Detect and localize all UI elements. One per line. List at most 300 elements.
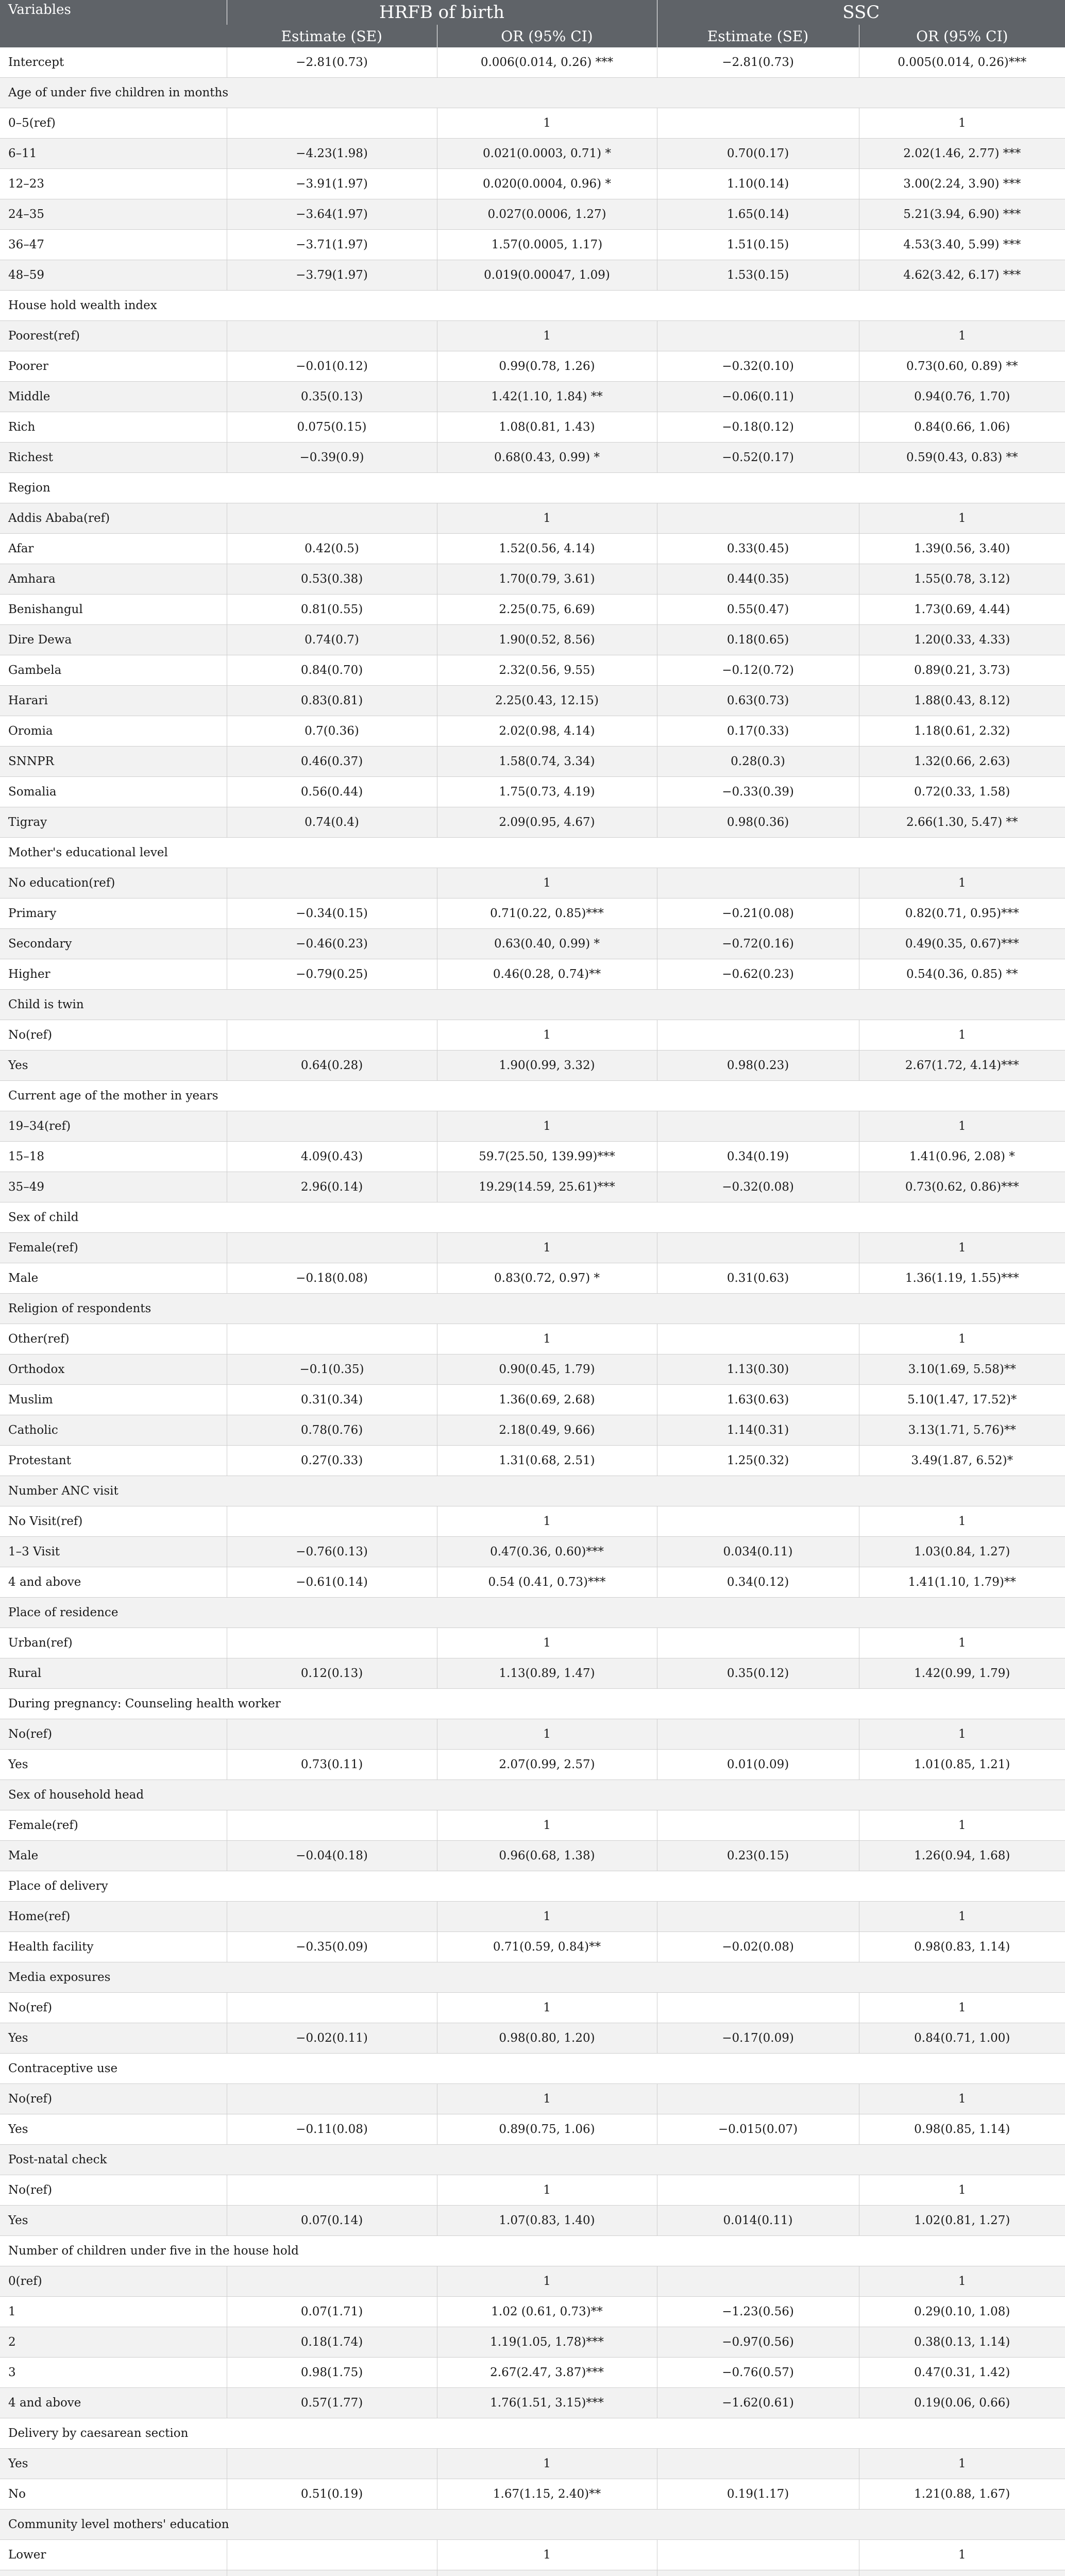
ssc-or-cell: 1 (859, 1810, 1065, 1841)
table-row (0, 2327, 1065, 2358)
hrfb-or-cell: 1 (437, 1324, 657, 1354)
ssc-estimate-cell (657, 1233, 859, 1263)
ssc-or-cell: 1.36(1.19, 1.55)*** (859, 1263, 1065, 1294)
hrfb-estimate-cell: 0.27(0.33) (227, 1446, 437, 1476)
section-label: Current age of the mother in years (0, 1081, 1065, 1111)
table-row (0, 1810, 1065, 1841)
hrfb-estimate-cell: −0.34(0.15) (227, 899, 437, 929)
table-row (0, 108, 1065, 139)
ssc-estimate-cell: 0.23(0.15) (657, 1841, 859, 1871)
hrfb-or-cell: 19.29(14.59, 25.61)*** (437, 1172, 657, 1202)
hrfb-or-cell: 1.57(0.0005, 1.17) (437, 230, 657, 260)
hrfb-estimate-cell (227, 1324, 437, 1354)
table-row (0, 412, 1065, 443)
hrfb-estimate-cell (227, 2540, 437, 2570)
table-row (0, 1506, 1065, 1537)
hrfb-or-cell: 1 (437, 2540, 657, 2570)
hrfb-or-cell: 1.90(0.99, 3.32) (437, 1050, 657, 1081)
table-row (0, 1841, 1065, 1871)
table-row (0, 2479, 1065, 2510)
table-row (0, 686, 1065, 716)
ssc-estimate-cell: 0.98(0.36) (657, 807, 859, 838)
variable-label: No (0, 2479, 227, 2510)
section-header-row (0, 1202, 1065, 1233)
ssc-or-cell: 2.67(1.72, 4.14)*** (859, 1050, 1065, 1081)
ssc-or-cell: 1 (859, 321, 1065, 351)
ssc-or-cell: 1.73(0.69, 4.44) (859, 595, 1065, 625)
section-header-row (0, 2418, 1065, 2449)
table-row (0, 2114, 1065, 2145)
variable-label: Primary (0, 899, 227, 929)
ssc-or-cell: 1 (859, 108, 1065, 139)
hrfb-or-cell: 0.021(0.0003, 0.71) * (437, 139, 657, 169)
section-label: During pregnancy: Counseling health worker (0, 1689, 1065, 1719)
hrfb-estimate-cell: 0.81(0.55) (227, 595, 437, 625)
variable-label: Higher (0, 959, 227, 990)
variable-label: No education(ref) (0, 868, 227, 899)
hrfb-estimate-cell (227, 2570, 437, 2576)
ssc-or-cell: 0.73(0.60, 0.89) ** (859, 351, 1065, 382)
section-label: Religion of respondents (0, 1294, 1065, 1324)
ssc-or-cell (859, 2570, 1065, 2576)
variable-label: Poorer (0, 351, 227, 382)
ssc-or-cell: 0.84(0.71, 1.00) (859, 2023, 1065, 2054)
hrfb-or-cell: 0.54 (0.41, 0.73)*** (437, 1567, 657, 1598)
ssc-estimate-cell: 0.44(0.35) (657, 564, 859, 595)
hrfb-or-cell: 1.02 (0.61, 0.73)** (437, 2297, 657, 2327)
variable-label: 2 (0, 2327, 227, 2358)
ssc-estimate-cell: 0.34(0.12) (657, 1567, 859, 1598)
table-row (0, 230, 1065, 260)
table-row (0, 564, 1065, 595)
hrfb-or-cell: 1.42(1.10, 1.84) ** (437, 382, 657, 412)
hrfb-estimate-cell: 0.64(0.28) (227, 1050, 437, 1081)
ssc-estimate-cell: −0.33(0.39) (657, 777, 859, 807)
ssc-estimate-header: Estimate (SE) (657, 25, 859, 47)
ssc-estimate-cell: −1.23(0.56) (657, 2297, 859, 2327)
hrfb-estimate-cell (227, 1506, 437, 1537)
variable-label: Gambela (0, 655, 227, 686)
ssc-estimate-cell: −0.97(0.56) (657, 2327, 859, 2358)
ssc-or-cell: 3.49(1.87, 6.52)* (859, 1446, 1065, 1476)
hrfb-or-cell: 1 (437, 1506, 657, 1537)
ssc-or-cell: 1 (859, 1902, 1065, 1932)
hrfb-estimate-cell: 0.53(0.38) (227, 564, 437, 595)
ssc-estimate-cell: 1.53(0.15) (657, 260, 859, 291)
variable-label: Yes (0, 1750, 227, 1780)
variable-label: Muslim (0, 1385, 227, 1415)
table-row (0, 1446, 1065, 1476)
hrfb-estimate-cell: −0.11(0.08) (227, 2114, 437, 2145)
hrfb-estimate-cell: 0.18(1.74) (227, 2327, 437, 2358)
ssc-or-cell: 1.01(0.85, 1.21) (859, 1750, 1065, 1780)
variable-label: Benishangul (0, 595, 227, 625)
variables-header: Variables (0, 0, 227, 47)
hrfb-estimate-cell: 0.35(0.13) (227, 382, 437, 412)
variable-label: Oromia (0, 716, 227, 747)
table-header (0, 0, 1065, 47)
table-row (0, 1658, 1065, 1689)
ssc-or-cell: 5.21(3.94, 6.90) *** (859, 199, 1065, 230)
hrfb-or-cell: 1.31(0.68, 2.51) (437, 1446, 657, 1476)
hrfb-or-cell: 1 (437, 503, 657, 534)
ssc-estimate-cell: 0.19(1.17) (657, 2479, 859, 2510)
hrfb-or-cell: 1.75(0.73, 4.19) (437, 777, 657, 807)
ssc-estimate-cell (657, 1902, 859, 1932)
ssc-estimate-cell: 0.55(0.47) (657, 595, 859, 625)
table-row (0, 1719, 1065, 1750)
table-row (0, 1263, 1065, 1294)
variable-label: 35–49 (0, 1172, 227, 1202)
ssc-estimate-cell: 0.33(0.45) (657, 534, 859, 564)
ssc-estimate-cell: 1.14(0.31) (657, 1415, 859, 1446)
ssc-estimate-cell: −0.015(0.07) (657, 2114, 859, 2145)
variable-label: Richest (0, 443, 227, 473)
hrfb-estimate-cell: 0.42(0.5) (227, 534, 437, 564)
hrfb-or-cell: 1 (437, 321, 657, 351)
table-row (0, 1233, 1065, 1263)
ssc-estimate-cell (657, 1111, 859, 1142)
ssc-or-cell: 0.49(0.35, 0.67)*** (859, 929, 1065, 959)
ssc-or-cell: 1.18(0.61, 2.32) (859, 716, 1065, 747)
section-header-row (0, 473, 1065, 503)
hrfb-estimate-cell: −0.18(0.08) (227, 1263, 437, 1294)
hrfb-or-cell: 2.09(0.95, 4.67) (437, 807, 657, 838)
ssc-estimate-cell: 0.18(0.65) (657, 625, 859, 655)
hrfb-estimate-cell: −0.1(0.35) (227, 1354, 437, 1385)
table-row (0, 929, 1065, 959)
ssc-estimate-cell: 0.17(0.33) (657, 716, 859, 747)
variable-label: 0(ref) (0, 2266, 227, 2297)
hrfb-or-cell: 2.32(0.56, 9.55) (437, 655, 657, 686)
hrfb-estimate-cell: 0.78(0.76) (227, 1415, 437, 1446)
ssc-estimate-cell (657, 321, 859, 351)
variable-label: 0–5(ref) (0, 108, 227, 139)
variable-label: 1–3 Visit (0, 1537, 227, 1567)
hrfb-estimate-cell: −2.81(0.73) (227, 47, 437, 78)
variable-label: Secondary (0, 929, 227, 959)
section-header-row (0, 2054, 1065, 2084)
hrfb-estimate-cell (227, 1020, 437, 1050)
section-header-row (0, 1294, 1065, 1324)
ssc-estimate-cell: 1.10(0.14) (657, 169, 859, 199)
ssc-estimate-cell: 1.51(0.15) (657, 230, 859, 260)
hrfb-estimate-cell: 0.31(0.34) (227, 1385, 437, 1415)
ssc-estimate-cell (657, 1719, 859, 1750)
ssc-or-cell: 1.42(0.99, 1.79) (859, 1658, 1065, 1689)
hrfb-estimate-cell (227, 2175, 437, 2206)
variable-label: Intercept (0, 47, 227, 78)
section-label: Number of children under five in the house hold (0, 2236, 1065, 2266)
table-row (0, 321, 1065, 351)
hrfb-estimate-cell (227, 1719, 437, 1750)
hrfb-or-cell: 1 (437, 1902, 657, 1932)
ssc-estimate-cell (657, 503, 859, 534)
table-row (0, 1111, 1065, 1142)
table-row (0, 777, 1065, 807)
ssc-estimate-cell (657, 1628, 859, 1658)
hrfb-or-cell: 0.98(0.80, 1.20) (437, 2023, 657, 2054)
section-label: Place of residence (0, 1598, 1065, 1628)
ssc-estimate-cell: 0.35(0.12) (657, 1658, 859, 1689)
section-label: Post-natal check (0, 2145, 1065, 2175)
hrfb-estimate-cell: −0.46(0.23) (227, 929, 437, 959)
ssc-or-cell: 1 (859, 868, 1065, 899)
variable-label: Lower (0, 2540, 227, 2570)
table-row (0, 1932, 1065, 1962)
table-row (0, 1354, 1065, 1385)
table-row (0, 625, 1065, 655)
variable-label: No(ref) (0, 2175, 227, 2206)
table-row (0, 1902, 1065, 1932)
variable-label: Middle (0, 382, 227, 412)
hrfb-estimate-cell (227, 2084, 437, 2114)
table-row (0, 2297, 1065, 2327)
variable-label: 12–23 (0, 169, 227, 199)
section-label: Region (0, 473, 1065, 503)
variable-label: No(ref) (0, 1020, 227, 1050)
hrfb-or-cell: 1 (437, 2175, 657, 2206)
variable-label: Male (0, 1263, 227, 1294)
variable-label: Health facility (0, 1932, 227, 1962)
variable-label: Harari (0, 686, 227, 716)
hrfb-estimate-cell (227, 1628, 437, 1658)
section-label: Contraceptive use (0, 2054, 1065, 2084)
section-header-row (0, 990, 1065, 1020)
variable-label: Tigray (0, 807, 227, 838)
variable-label: Female(ref) (0, 1233, 227, 1263)
ssc-or-cell: 1 (859, 2175, 1065, 2206)
ssc-group-header: SSC (657, 0, 1065, 25)
table-row (0, 443, 1065, 473)
variable-label: 36–47 (0, 230, 227, 260)
hrfb-estimate-cell: −0.39(0.9) (227, 443, 437, 473)
variable-label: Male (0, 1841, 227, 1871)
variable-label: SNNPR (0, 747, 227, 777)
hrfb-or-cell: 0.027(0.0006, 1.27) (437, 199, 657, 230)
ssc-estimate-cell: 0.01(0.09) (657, 1750, 859, 1780)
ssc-estimate-cell: −2.81(0.73) (657, 47, 859, 78)
hrfb-estimate-cell (227, 1111, 437, 1142)
variable-label: Protestant (0, 1446, 227, 1476)
hrfb-or-cell: 1.70(0.79, 3.61) (437, 564, 657, 595)
ssc-or-cell: 1.39(0.56, 3.40) (859, 534, 1065, 564)
hrfb-or-cell: 1.19(1.05, 1.78)*** (437, 2327, 657, 2358)
hrfb-estimate-header: Estimate (SE) (227, 25, 437, 47)
hrfb-or-cell: 0.46(0.28, 0.74)** (437, 959, 657, 990)
ssc-or-cell: 1.20(0.33, 4.33) (859, 625, 1065, 655)
hrfb-estimate-cell: 0.56(0.44) (227, 777, 437, 807)
hrfb-or-cell: 1.36(0.69, 2.68) (437, 1385, 657, 1415)
ssc-or-cell: 1 (859, 1719, 1065, 1750)
ssc-estimate-cell (657, 868, 859, 899)
variable-label: Rural (0, 1658, 227, 1689)
hrfb-estimate-cell: −0.04(0.18) (227, 1841, 437, 1871)
ssc-or-cell: 0.73(0.62, 0.86)*** (859, 1172, 1065, 1202)
table-row (0, 1324, 1065, 1354)
hrfb-or-cell: 1 (437, 1233, 657, 1263)
variable-label: 3 (0, 2358, 227, 2388)
ssc-or-cell: 0.94(0.76, 1.70) (859, 382, 1065, 412)
hrfb-or-cell: 1.07(0.83, 1.40) (437, 2206, 657, 2236)
ssc-estimate-cell: −0.06(0.11) (657, 382, 859, 412)
ssc-or-cell: 0.54(0.36, 0.85) ** (859, 959, 1065, 990)
hrfb-estimate-cell: −0.61(0.14) (227, 1567, 437, 1598)
ssc-estimate-cell: −0.18(0.12) (657, 412, 859, 443)
table-body (0, 47, 1065, 2576)
table-row (0, 382, 1065, 412)
table-row (0, 2206, 1065, 2236)
hrfb-estimate-cell (227, 2449, 437, 2479)
variable-label: Addis Ababa(ref) (0, 503, 227, 534)
table-row (0, 1050, 1065, 1081)
table-row (0, 2570, 1065, 2576)
variable-label: 15–18 (0, 1142, 227, 1172)
hrfb-estimate-cell: 0.075(0.15) (227, 412, 437, 443)
hrfb-estimate-cell: 2.96(0.14) (227, 1172, 437, 1202)
hrfb-or-cell: 0.96(0.68, 1.38) (437, 1841, 657, 1871)
variable-label: Yes (0, 1050, 227, 1081)
hrfb-estimate-cell (227, 2266, 437, 2297)
hrfb-group-header: HRFB of birth (227, 0, 657, 25)
table-row (0, 2388, 1065, 2418)
section-header-row (0, 1871, 1065, 1902)
hrfb-estimate-cell: −0.79(0.25) (227, 959, 437, 990)
variable-label: No Visit(ref) (0, 1506, 227, 1537)
table-row (0, 747, 1065, 777)
table-row (0, 2449, 1065, 2479)
hrfb-or-cell: 0.71(0.22, 0.85)*** (437, 899, 657, 929)
ssc-estimate-cell: −0.21(0.08) (657, 899, 859, 929)
ssc-or-cell: 0.98(0.83, 1.14) (859, 1932, 1065, 1962)
variable-label: Yes (0, 2023, 227, 2054)
ssc-or-cell: 0.005(0.014, 0.26)*** (859, 47, 1065, 78)
variable-label: Afar (0, 534, 227, 564)
variable-label: 48–59 (0, 260, 227, 291)
ssc-or-cell: 1.21(0.88, 1.67) (859, 2479, 1065, 2510)
ssc-estimate-cell: 0.31(0.63) (657, 1263, 859, 1294)
ssc-or-cell: 1 (859, 1324, 1065, 1354)
ssc-or-cell: 1.88(0.43, 8.12) (859, 686, 1065, 716)
table-row (0, 534, 1065, 564)
hrfb-estimate-cell: 0.74(0.7) (227, 625, 437, 655)
table-row (0, 1172, 1065, 1202)
hrfb-or-cell: 0.020(0.0004, 0.96) * (437, 169, 657, 199)
ssc-or-cell: 0.47(0.31, 1.42) (859, 2358, 1065, 2388)
table-row (0, 1993, 1065, 2023)
ssc-or-cell: 0.84(0.66, 1.06) (859, 412, 1065, 443)
ssc-or-cell: 3.13(1.71, 5.76)** (859, 1415, 1065, 1446)
section-header-row (0, 291, 1065, 321)
ssc-or-cell: 1 (859, 1020, 1065, 1050)
ssc-estimate-cell (657, 1020, 859, 1050)
ssc-or-cell: 1.03(0.84, 1.27) (859, 1537, 1065, 1567)
table-row (0, 1628, 1065, 1658)
ssc-or-cell: 0.59(0.43, 0.83) ** (859, 443, 1065, 473)
hrfb-estimate-cell: 0.51(0.19) (227, 2479, 437, 2510)
ssc-or-cell: 1 (859, 2540, 1065, 2570)
hrfb-or-cell: 1 (437, 868, 657, 899)
section-label: Age of under five children in months (0, 78, 1065, 108)
hrfb-or-cell: 1 (437, 1719, 657, 1750)
ssc-estimate-cell (657, 1324, 859, 1354)
ssc-or-cell: 3.00(2.24, 3.90) *** (859, 169, 1065, 199)
ssc-or-cell: 1.41(0.96, 2.08) * (859, 1142, 1065, 1172)
hrfb-or-cell: 2.18(0.49, 9.66) (437, 1415, 657, 1446)
table-row (0, 2540, 1065, 2570)
hrfb-estimate-cell (227, 321, 437, 351)
hrfb-or-cell: 1 (437, 1628, 657, 1658)
ssc-estimate-cell (657, 2084, 859, 2114)
ssc-estimate-cell: 0.014(0.11) (657, 2206, 859, 2236)
ssc-estimate-cell (657, 1506, 859, 1537)
table-row (0, 351, 1065, 382)
ssc-or-cell: 1 (859, 1506, 1065, 1537)
variable-label: Urban(ref) (0, 1628, 227, 1658)
ssc-or-cell: 1.41(1.10, 1.79)** (859, 1567, 1065, 1598)
hrfb-estimate-cell (227, 1233, 437, 1263)
hrfb-or-cell: 1 (437, 1111, 657, 1142)
section-header-row (0, 1689, 1065, 1719)
ssc-estimate-cell: −0.72(0.16) (657, 929, 859, 959)
ssc-or-cell: 2.66(1.30, 5.47) ** (859, 807, 1065, 838)
ssc-or-cell: 0.19(0.06, 0.66) (859, 2388, 1065, 2418)
hrfb-or-cell: 2.02(0.98, 4.14) (437, 716, 657, 747)
section-label: Mother's educational level (0, 838, 1065, 868)
table-row (0, 2023, 1065, 2054)
table-row (0, 959, 1065, 990)
section-label: Community level mothers' education (0, 2510, 1065, 2540)
section-label: Sex of child (0, 1202, 1065, 1233)
table-row (0, 2358, 1065, 2388)
variable-label: Orthodox (0, 1354, 227, 1385)
variable-label: Home(ref) (0, 1902, 227, 1932)
hrfb-estimate-cell: 0.57(1.77) (227, 2388, 437, 2418)
ssc-or-cell: 1 (859, 1233, 1065, 1263)
ssc-estimate-cell (657, 1993, 859, 2023)
variable-label: Yes (0, 2206, 227, 2236)
hrfb-estimate-cell: −0.02(0.11) (227, 2023, 437, 2054)
table-row (0, 1142, 1065, 1172)
table-row (0, 199, 1065, 230)
table-row (0, 868, 1065, 899)
ssc-estimate-cell: −0.76(0.57) (657, 2358, 859, 2388)
ssc-estimate-cell: 0.34(0.19) (657, 1142, 859, 1172)
hrfb-or-cell: 0.89(0.75, 1.06) (437, 2114, 657, 2145)
section-header-row (0, 1081, 1065, 1111)
variable-label: Rich (0, 412, 227, 443)
variable-label: Other(ref) (0, 1324, 227, 1354)
hrfb-estimate-cell (227, 503, 437, 534)
hrfb-or-cell: 2.25(0.43, 12.15) (437, 686, 657, 716)
variable-label: 24–35 (0, 199, 227, 230)
hrfb-or-cell: 1.52(0.56, 4.14) (437, 534, 657, 564)
section-header-row (0, 1598, 1065, 1628)
variable-label (0, 2570, 227, 2576)
ssc-or-header: OR (95% CI) (859, 25, 1065, 47)
hrfb-or-cell: 1 (437, 1810, 657, 1841)
hrfb-or-cell: 1.76(1.51, 3.15)*** (437, 2388, 657, 2418)
variable-label: Female(ref) (0, 1810, 227, 1841)
ssc-or-cell: 1.26(0.94, 1.68) (859, 1841, 1065, 1871)
ssc-or-cell: 1.55(0.78, 3.12) (859, 564, 1065, 595)
hrfb-or-cell: 2.07(0.99, 2.57) (437, 1750, 657, 1780)
variable-label: 4 and above (0, 2388, 227, 2418)
ssc-estimate-cell: −0.32(0.08) (657, 1172, 859, 1202)
hrfb-or-cell: 0.71(0.59, 0.84)** (437, 1932, 657, 1962)
hrfb-estimate-cell (227, 108, 437, 139)
hrfb-or-cell: 0.006(0.014, 0.26) *** (437, 47, 657, 78)
